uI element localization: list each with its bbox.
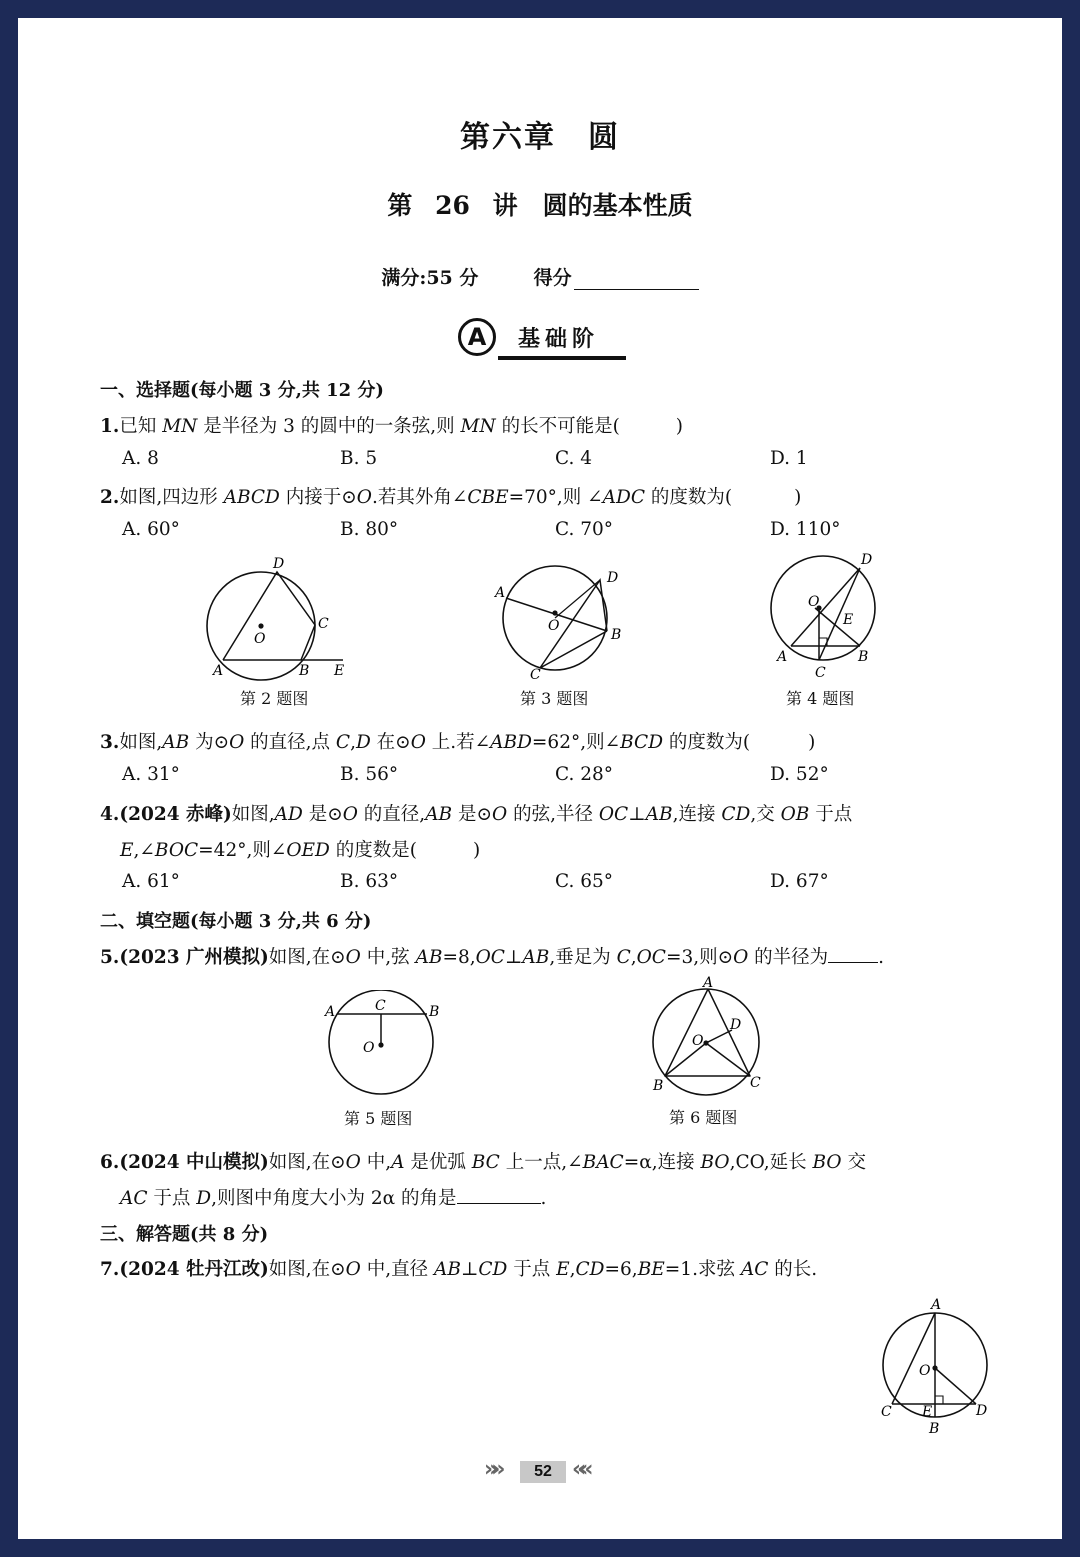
q1-option-d[interactable]: D. 1 — [770, 448, 808, 469]
label-A: A — [931, 1297, 942, 1313]
level-badge-icon: A — [458, 318, 496, 356]
label-C: C — [375, 998, 386, 1014]
section-choice: 一、选择题(每小题 3 分,共 12 分) — [100, 380, 384, 401]
q3-option-b[interactable]: B. 56° — [340, 764, 399, 785]
q4-option-a[interactable]: A. 61° — [122, 871, 180, 892]
answer-blank[interactable] — [457, 1185, 541, 1204]
question-7: 7.(2024 牡丹江改)如图,在⊙O 中,直径 AB⊥CD 于点 E,CD=6,BE=1.求弦 AC 的长. — [100, 1259, 818, 1280]
label-E: E — [334, 663, 345, 679]
q4-option-d[interactable]: D. 67° — [770, 871, 829, 892]
full-score: 满分:55 分 — [381, 267, 479, 289]
figure-3-caption: 第 3 题图 — [520, 689, 589, 708]
question-2: 2.如图,四边形 ABCD 内接于⊙O.若其外角∠CBE=70°,则 ∠ADC 的度数为( ) — [100, 487, 802, 508]
label-O: O — [548, 618, 560, 634]
label-C: C — [815, 665, 826, 681]
q3-option-d[interactable]: D. 52° — [770, 764, 829, 785]
label-B: B — [929, 1421, 940, 1437]
q1-option-b[interactable]: B. 5 — [340, 448, 378, 469]
label-D: D — [861, 552, 873, 568]
section-fill: 二、填空题(每小题 3 分,共 6 分) — [100, 911, 372, 932]
figure-7 — [868, 1292, 998, 1442]
label-D: D — [607, 570, 619, 586]
q1-option-a[interactable]: A. 8 — [122, 448, 159, 469]
level-title: 基础阶 — [518, 327, 600, 352]
label-B: B — [611, 627, 622, 643]
label-O: O — [254, 631, 266, 647]
question-5: 5.(2023 广州模拟)如图,在⊙O 中,弦 AB=8,OC⊥AB,垂足为 C,OC=3,则⊙O 的半径为 . — [100, 943, 884, 969]
chevron-left-icon: «« — [572, 1457, 587, 1482]
label-D: D — [730, 1017, 742, 1033]
figure-5-caption: 第 5 题图 — [344, 1109, 413, 1128]
label-D: D — [273, 556, 285, 572]
label-E: E — [922, 1404, 933, 1420]
page-number: 52 — [520, 1461, 566, 1483]
label-O: O — [808, 594, 820, 610]
label-A: A — [213, 663, 224, 679]
label-C: C — [530, 667, 541, 683]
answer-blank[interactable] — [828, 944, 878, 963]
label-C: C — [750, 1075, 761, 1091]
label-C: C — [318, 616, 329, 632]
label-C: C — [881, 1404, 892, 1420]
score-label: 得分 — [533, 267, 572, 289]
label-B: B — [299, 663, 310, 679]
question-6: 6.(2024 中山模拟)如图,在⊙O 中,A 是优弧 BC 上一点,∠BAC=α,连接 BO,CO,延长 BO 交 — [100, 1152, 866, 1173]
label-A: A — [325, 1004, 336, 1020]
q4-option-b[interactable]: B. 63° — [340, 871, 399, 892]
lecture-title: 第 26 讲 圆的基本性质 — [387, 191, 693, 220]
question-4: 4.(2024 赤峰)如图,AD 是⊙O 的直径,AB 是⊙O 的弦,半径 OC⊥AB,连接 CD,交 OB 于点 — [100, 804, 853, 825]
figure-5 — [315, 990, 455, 1105]
figure-4-caption: 第 4 题图 — [786, 689, 855, 708]
q2-option-d[interactable]: D. 110° — [770, 519, 841, 540]
label-D: D — [976, 1403, 988, 1419]
figure-3 — [490, 555, 630, 685]
label-B: B — [858, 649, 869, 665]
score-line — [0, 263, 1080, 290]
label-O: O — [692, 1033, 704, 1049]
level-underline — [498, 356, 626, 360]
question-6-line-2: AC 于点 D,则图中角度大小为 2α 的角是 . — [120, 1184, 546, 1210]
label-O: O — [919, 1363, 931, 1379]
q1-option-c[interactable]: C. 4 — [555, 448, 593, 469]
figure-6 — [640, 975, 780, 1100]
figure-2 — [195, 550, 355, 685]
q3-option-a[interactable]: A. 31° — [122, 764, 180, 785]
label-B: B — [653, 1078, 664, 1094]
q4-option-c[interactable]: C. 65° — [555, 871, 614, 892]
chapter-title: 第六章 圆 — [460, 120, 620, 155]
q2-option-a[interactable]: A. 60° — [122, 519, 180, 540]
label-E: E — [843, 612, 854, 628]
label-O: O — [363, 1040, 375, 1056]
label-A: A — [495, 585, 506, 601]
q2-option-c[interactable]: C. 70° — [555, 519, 614, 540]
question-1: 1.已知 MN 是半径为 3 的圆中的一条弦,则 MN 的长不可能是( ) — [100, 416, 684, 437]
q3-option-c[interactable]: C. 28° — [555, 764, 614, 785]
q2-option-b[interactable]: B. 80° — [340, 519, 399, 540]
chevron-right-icon: »» — [484, 1457, 499, 1482]
question-4-line-2: E,∠BOC=42°,则∠OED 的度数是( ) — [120, 840, 481, 861]
section-answer: 三、解答题(共 8 分) — [100, 1224, 269, 1245]
score-blank[interactable] — [574, 269, 699, 290]
label-B: B — [429, 1004, 440, 1020]
figure-4 — [760, 548, 885, 683]
label-A: A — [777, 649, 788, 665]
question-3: 3.如图,AB 为⊙O 的直径,点 C,D 在⊙O 上.若∠ABD=62°,则∠BCD 的度数为( ) — [100, 732, 816, 753]
figure-6-caption: 第 6 题图 — [669, 1108, 738, 1127]
label-A: A — [703, 975, 714, 991]
figure-2-caption: 第 2 题图 — [240, 689, 309, 708]
